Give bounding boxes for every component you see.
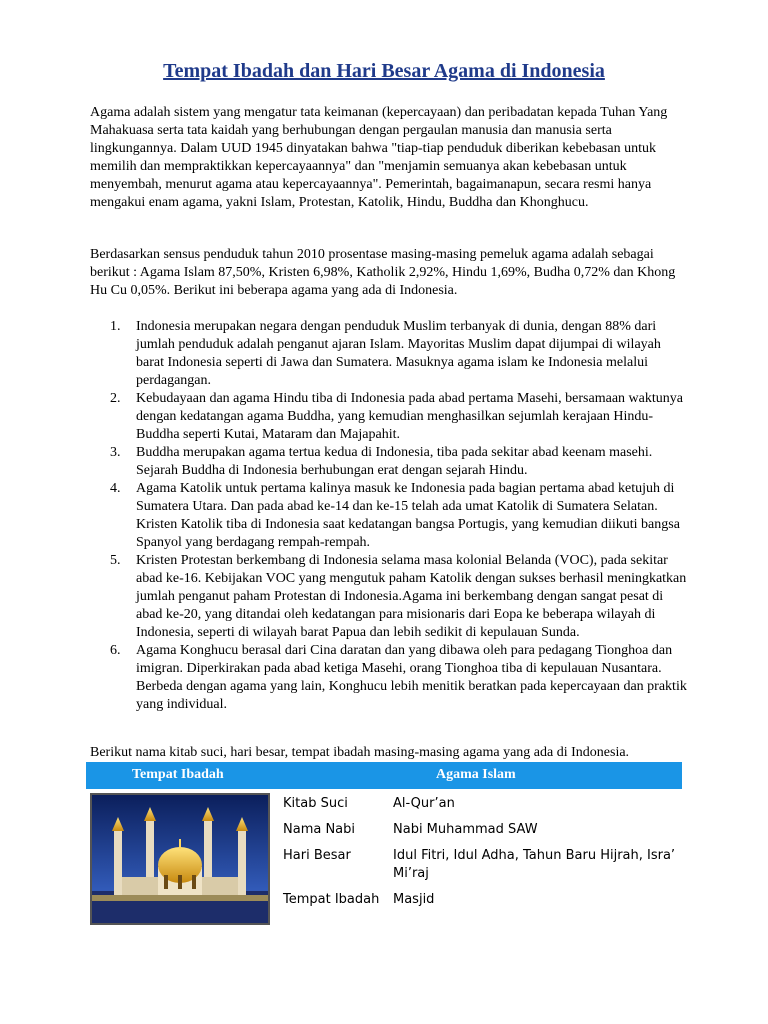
intro-paragraph: Agama adalah sistem yang mengatur tata keimanan (kepercayaan) dan peribadatan kepada Tuhan Yang Mahakuasa serta tata kaidah yang berhubungan dengan pergaulan manusia dan manusia serta lingkungannya. Dalam UUD 1945 dinyatakan bahwa "tiap-tiap penduduk diberikan kebebasan untuk memilih dan mempraktikkan kepercayaannya" dan "menjamin semuanya akan kebebasan untuk menyembah, menurut agama atau kepercayaannya". Pemerintah, bagaimanapun, secara resmi hanya mengakui enam agama, yakni Islam, Protestan, Katolik, Hindu, Buddha dan Khonghucu. <box>90 105 668 210</box>
list-number: 3. <box>110 445 121 460</box>
table-row <box>283 821 683 839</box>
list-text: Agama Konghucu berasal dari Cina daratan dan yang dibawa oleh para pedagang Tionghoa dan imigran. Diperkirakan pada abad ketiga Masehi, orang Tionghoa tiba di kepulauan Nusantara. Berbeda dengan agama yang lain, Konghucu lebih menitik beratkan pada kepercayaan dan praktik yang individual. <box>136 643 687 712</box>
row-key: Tempat Ibadah <box>283 892 380 907</box>
row-key: Nama Nabi <box>283 822 356 837</box>
table-row <box>283 891 683 909</box>
list-item <box>90 390 690 444</box>
row-value: Al-Qur’an <box>393 796 455 811</box>
list-text: Indonesia merupakan negara dengan penduduk Muslim terbanyak di dunia, dengan 88% dari jumlah penduduk adalah penganut ajaran Islam. Mayoritas Muslim dapat dijumpai di wilayah barat Indonesia seperti di Jawa dan Sumatera. Masuknya agama islam ke Indonesia melalui perdagangan. <box>136 319 661 388</box>
list-text: Agama Katolik untuk pertama kalinya masuk ke Indonesia pada bagian pertama abad ketujuh di Sumatera Utara. Dan pada abad ke-14 dan ke-15 telah ada umat Katolik di Sumatera Selatan. Kristen Katolik tiba di Indonesia saat kedatangan bangsa Portugis, yang kemudian diikuti bangsa Spanyol yang berdagang rempah-rempah. <box>136 481 680 550</box>
mosque-icon <box>92 795 268 923</box>
page-title: Tempat Ibadah dan Hari Besar Agama di Indonesia <box>163 60 605 82</box>
row-value: Nabi Muhammad SAW <box>393 822 538 837</box>
list-text: Buddha merupakan agama tertua kedua di Indonesia, tiba pada sekitar abad keenam masehi. Sejarah Buddha di Indonesia berhubungan erat dengan sejarah Hindu. <box>136 445 653 478</box>
list-item <box>90 318 690 390</box>
row-value: Masjid <box>393 892 435 907</box>
list-item <box>90 642 690 714</box>
list-text: Kebudayaan dan agama Hindu tiba di Indonesia pada abad pertama Masehi, bersamaan waktunya dengan kedatangan agama Buddha, yang kemudian menghasilkan sejumlah kerajaan Hindu-Buddha seperti Kutai, Mataram dan Majapahit. <box>136 391 683 442</box>
mosque-photo <box>90 793 270 925</box>
list-item <box>90 444 690 480</box>
table-row <box>283 795 683 813</box>
row-value: Idul Fitri, Idul Adha, Tahun Baru Hijrah, Isra’ Mi’raj <box>393 848 676 881</box>
list-item <box>90 552 690 642</box>
list-item <box>90 480 690 552</box>
header-religion: Agama Islam <box>436 767 516 782</box>
row-key: Hari Besar <box>283 848 351 863</box>
list-number: 2. <box>110 391 121 406</box>
table-intro: Berikut nama kitab suci, hari besar, tempat ibadah masing-masing agama yang ada di Indonesia. <box>90 745 630 760</box>
header-worship-place: Tempat Ibadah <box>132 767 224 782</box>
row-key: Kitab Suci <box>283 796 348 811</box>
religion-list <box>90 318 690 714</box>
census-paragraph: Berdasarkan sensus penduduk tahun 2010 prosentase masing-masing pemeluk agama adalah sebagai berikut : Agama Islam 87,50%, Kristen 6,98%, Katholik 2,92%, Hindu 1,69%, Budha 0,72% dan Khong Hu Cu 0,05%. Berikut ini beberapa agama yang ada di Indonesia. <box>90 247 676 298</box>
table-header <box>86 762 682 789</box>
list-number: 4. <box>110 481 121 496</box>
list-text: Kristen Protestan berkembang di Indonesia selama masa kolonial Belanda (VOC), pada sekitar abad ke-16. Kebijakan VOC yang mengutuk paham Katolik dengan sukses berhasil meningkatkan jumlah penganut paham Protestan di Indonesia.Agama ini berkembang dengan sangat pesat di abad ke-20, yang ditandai oleh kedatangan para misionaris dari Eopa ke beberapa wilayah di Indonesia, seperti di wilayah barat Papua dan lebih sedikit di kepulauan Sunda. <box>136 553 687 640</box>
list-number: 1. <box>110 319 121 334</box>
religion-info-table <box>283 795 683 917</box>
list-number: 5. <box>110 553 121 568</box>
table-row <box>283 847 683 883</box>
list-number: 6. <box>110 643 121 658</box>
